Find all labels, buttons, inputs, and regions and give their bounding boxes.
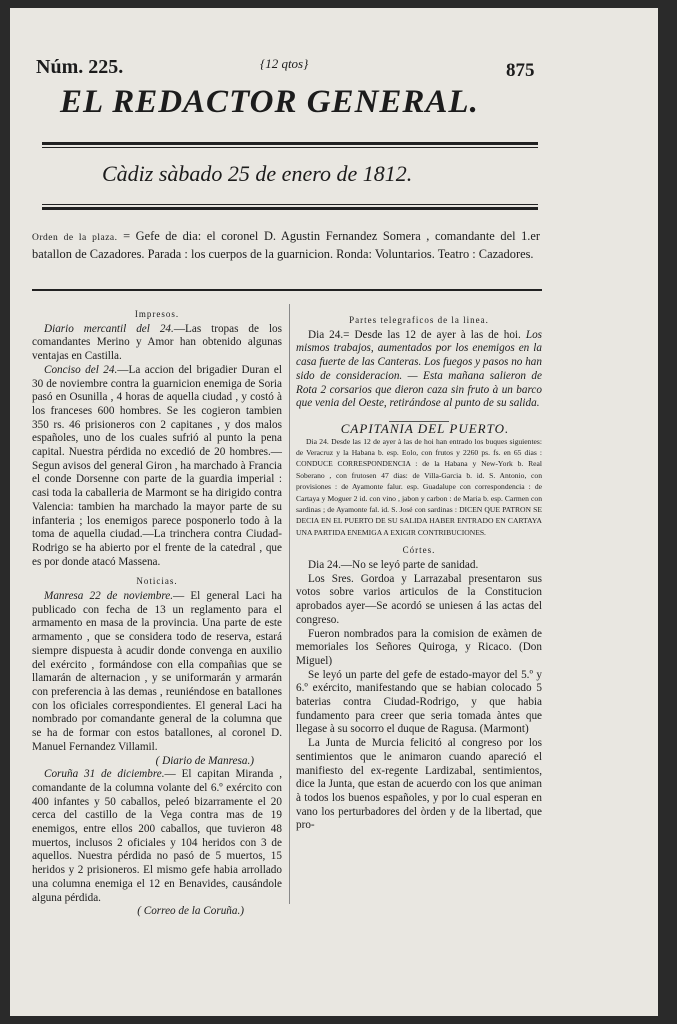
right-column [296,312,542,833]
newspaper-page [10,8,658,1016]
source-manresa: ( Diario de Manresa.) [155,754,254,767]
page-number: 875 [506,60,535,81]
paragraph-cortes-5: La Junta de Murcia felicitó al congreso por los sentimientos que le animaron cuando apareció el manifiesto del ex-regente Lardizabal, sentimientos, dice la Junta, que estan de acuerdo con los que animan à todos los buenos españoles, y por lo cual esperan en vano los perturbadores del òrden y de la libertad, que pro- [296,737,542,832]
section-rule [32,289,542,291]
paragraph-cortes-1: Dia 24.—No se leyó parte de sanidad. [308,558,479,571]
paragraph-coruna: Coruña 31 de diciembre.— El capitan Miranda , comandante de la columna volante del 6.º exército con 400 infantes y 50 caballos, peleó bizarramente el 20 cerca del castillo de la Vega contra mas de 19 enemigos, entre ellos 200 caballos, que tuvieron 48 muertos, inclusos 2 oficiales y 104 heridos con 3 de aquellos. Nuestra pérdida no pasó de 5 muertos, 15 heridos y 2 prisioneros. El mismo gefe habia arrollado una columna enemiga el 12 en Benavides, causándole alguna pérdida. [32,768,282,904]
dateline-rule-thick [42,207,538,210]
paragraph-lead: Conciso del 24. [44,363,118,376]
column-divider [289,304,290,904]
paragraph-cortes-4: Se leyó un parte del gefe de estado-mayor del 5.º y 6.º exército, manifestando que se habian colocado 5 baterias contra Ciudad-Rodrigo, y que habia fundamento para creer que seria tomada àntes que llegase à su socorro el duque de Ragusa. (Marmont) [296,668,542,736]
orden-label: Orden de la plaza. [32,233,118,243]
paragraph-lead: Manresa 22 de noviembre. [44,590,174,603]
paragraph-lead: Diario mercantil del 24. [44,322,174,335]
capitania-heading: CAPITANIA DEL PUERTO. [340,420,510,436]
paragraph-partes: Dia 24.= Desde las 12 de ayer à las de hoi. Los mismos trabajos, aumentados por los enemigos en la casa fuerte de las Canteras. Los fuegos y pasos no han sido de consideracion. — Esta mañana salieron de Rota 2 corsarios que dieron caza sin fruto à un barco que venia del Oeste, retirándose al punto de su salida. [296,328,543,410]
orden-text: = Gefe de dia: el coronel D. Agustin Fernandez Somera , comandante del 1.er batallon de Cazadores. Parada : los cuerpos de la guarnicion. Ronda: Voluntarios. Teatro : Cazadores. [32,229,540,261]
masthead-rule-thin [42,147,538,148]
dateline-rule-thin [42,204,538,205]
capitania-text: Dia 24. Desde las 12 de ayer à las de hoi han entrado los buques siguientes: de Veracruz y la Habana b. esp. Eolo, con frutos y 2260 ps. fs. en 65 dias : CONDUCE CORRESPONDENCIA : de la Habana y New-York b. Real Soberano , con frutosen 47 dias: de Villa-Garcia b. id. S. Antonio, con provisiones : de Ayamonte falur. esp. Guadalupe con correspondencia : de Cartaya y Moguer 2 id. con vino , jabon y carbon : de Maria b. esp. Carmen con sardinas ; de Ayamonte fal. id. S. José con sardinas : DICEN QUE PATRON SE DECIA EN EL PUERTO DE SU SALIDA HABER ENTRADO EN CARTAYA UNA PARTIDA ENEMIGA A EXIGIR CONTRIBUCIONES. [296,436,542,537]
left-column [32,306,282,919]
dateline: Càdiz sàbado 25 de enero de 1812. [102,161,413,186]
paragraph-lead: Coruña 31 de diciembre. [44,768,165,781]
paragraph-conciso: Conciso del 24.—La accion del brigadier Duran el 30 de noviembre contra la guarnicion enemiga de Soria pasó en Osunilla , 4 horas de aquella ciudad , y costó à los franceses 600 hombres. Se les cogieron tambien 350 rs. 46 prisioneros con 2 capitanes , y dos malos españoles, uno de los cuales sufrió al punto la pena capital. Nuestra pérdida no excedió de 20 hombres.—Segun avisos del general Giron , ha marchado à Francia el conde Dorsenne con parte de la guardia imperial : casi toda la caballeria de Marmont se ha dirigido contra Valencia: tambien ha marchado la mayor parte de su infanteria ; los enemigos parece posponerlo todo à la toma de aquella ciudad.—La trinchera contra Ciudad-Rodrigo se ha abierto por el frente de la catedral , que es por donde atacó Massena. [32,363,282,568]
partes-italic-text: Los mismos trabajos, aumentados por los enemigos en la casa fuerte de las Canteras. Los fuegos y pasos no han sido de consideracion. — Esta mañana salieron de Rota 2 corsarios que dieron caza sin fruto à un barco que venia del Oeste, retirándose al punto de su salida. [296,328,543,410]
cortes-heading: Córtes. [402,545,436,556]
orden-de-la-plaza [32,228,540,262]
paragraph-cortes-2: Los Sres. Gordoa y Larrazabal presentaron sus votos sobre varios articulos de la Constitucion aprobados ayer—Se acordó se uniesen á las actas del congreso. [296,572,542,626]
noticias-heading: Noticias. [136,576,178,587]
masthead-title: EL REDACTOR GENERAL. [60,84,479,120]
paragraph-diario: Diario mercantil del 24.—Las tropas de los comandantes Merino y Amor han obtenido algunas ventajas en Castilla. [32,322,282,363]
issue-number: Núm. 225. [36,56,124,78]
masthead-rule-top [42,142,538,145]
issue-price: {12 qtos} [260,56,309,71]
partes-heading: Partes telegraficos de la linea. [349,315,489,325]
source-coruna: ( Correo de la Coruña.) [137,905,244,918]
paragraph-manresa: Manresa 22 de noviembre.— El general Laci ha publicado con fecha de 13 un reglamento para el armamento en masa de la provincia. Una parte de este armamento , que se considera todo de reserva, estará siempre dispuesta à acudir donde convenga en auxilio del exército , formándose con ella compañias que se llamarán de alternacion , y se uniformarán y armarán con preferencia à las demas , reuniéndose en batallones con los oficiales correspondientes. El general Laci ha nombrado por comandante general de la columna que se ha de formar con estos batallones, al coronel D. Manuel Fernandez Villamil. [32,590,282,753]
paragraph-cortes-3: Fueron nombrados para la comision de exàmen de memoriales los Señores Quiroga, y Ricaco. (Don Miguel) [296,627,542,667]
impresos-heading: Impresos. [134,309,180,319]
